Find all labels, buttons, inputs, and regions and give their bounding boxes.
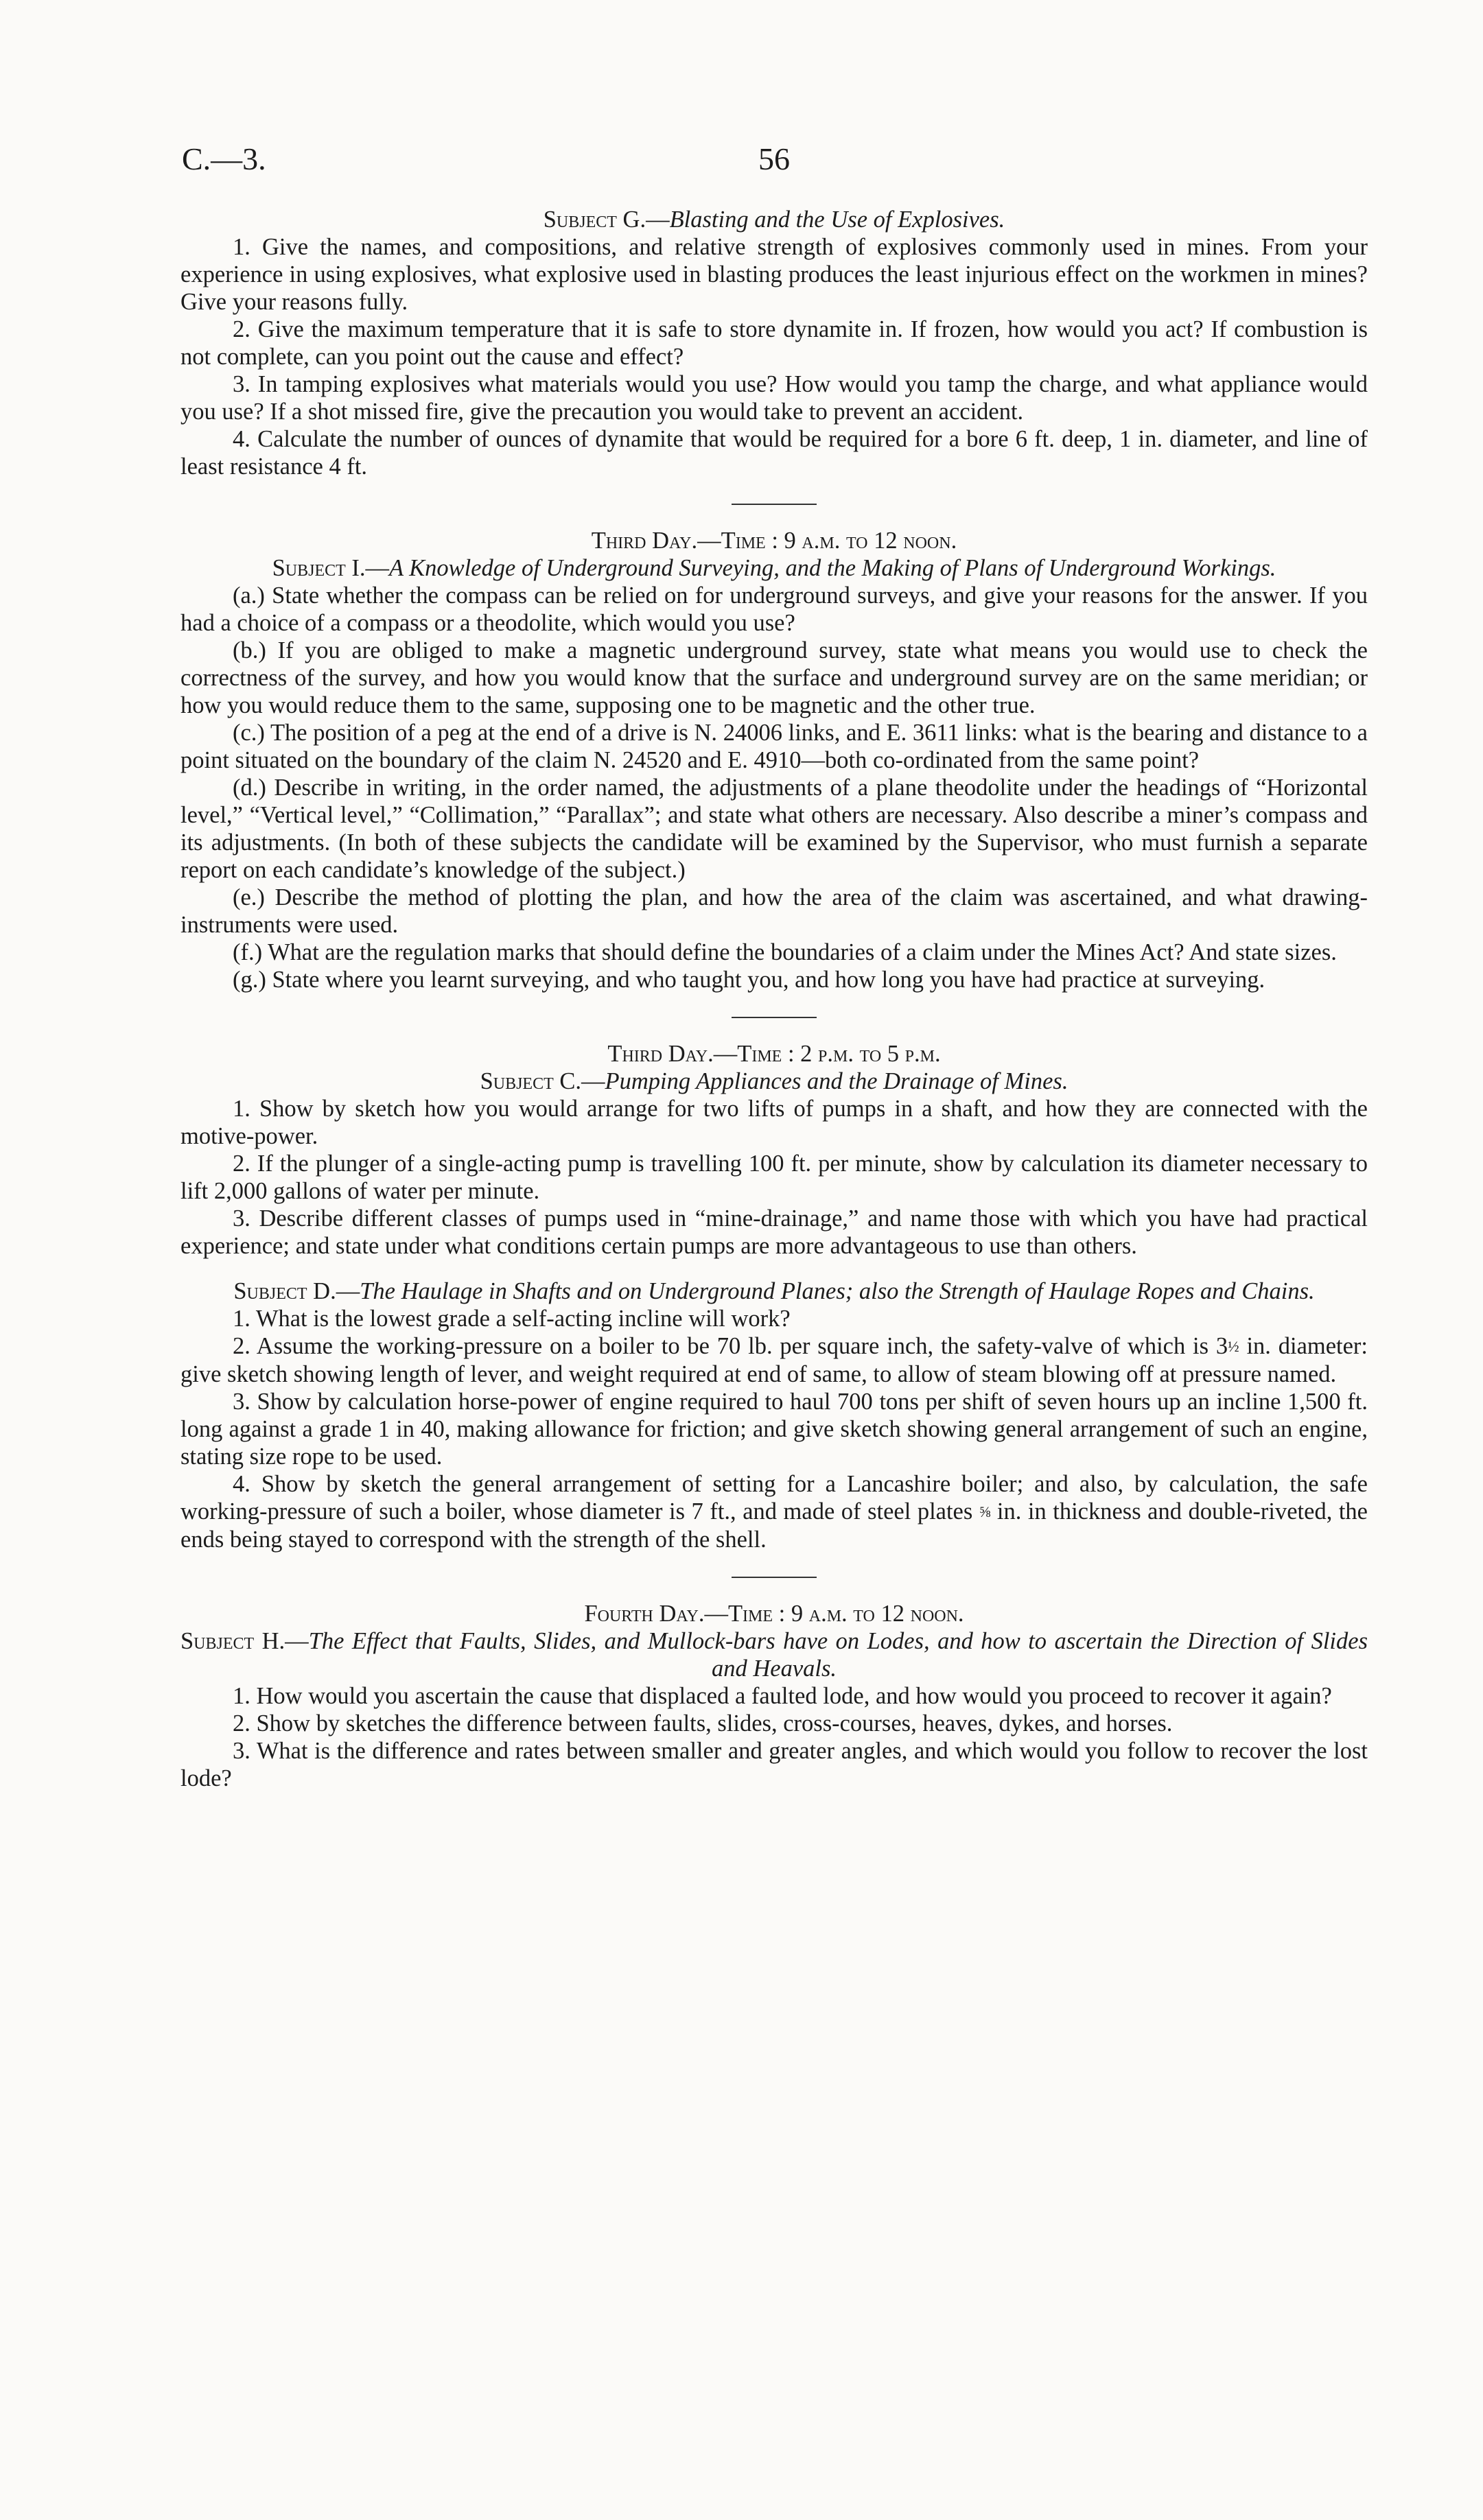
subject-i-heading: Subject I.—A Knowledge of Underground Surveying, and the Making of Plans of Underground Workings. [272, 555, 1276, 581]
question: 1. Give the names, and compositions, and relative strength of explosives commonly used in mines. From your experience in using explosives, what explosive used in blasting produces the least injurious effect on the workmen in mines? Give your reasons fully. [180, 234, 1368, 315]
question: (c.) The position of a peg at the end of a drive is N. 24006 links, and E. 3611 links: what is the bearing and distance to a point situated on the boundary of the claim N. 24520 and E. 4910—both co-ordinated from the same point? [180, 720, 1368, 773]
subject-d-heading: Subject D.—The Haulage in Shafts and on Underground Planes; also the Strength of Haulage Ropes and Chains. [233, 1278, 1315, 1304]
section-divider [732, 1017, 817, 1018]
question: 4. Show by sketch the general arrangement of setting for a Lancashire boiler; and also, by calculation, the safe working-pressure of such a boiler, whose diameter is 7 ft., and made of steel plates ⅝ in. in thickness and double-riveted, the ends being stayed to correspond with the strength of the shell. [180, 1471, 1368, 1553]
question: 3. What is the difference and rates between smaller and greater angles, and which would you follow to recover the lost lode? [180, 1738, 1368, 1791]
section-divider [732, 504, 817, 505]
page-reference: C.—3. [182, 141, 266, 176]
question: 3. Show by calculation horse-power of engine required to haul 700 tons per shift of seven hours up an incline 1,500 ft. long against a grade 1 in 40, making allowance for friction; and give sketch showing general arrangement of such an engine, stating size rope to be used. [180, 1389, 1368, 1470]
subject-h-heading: Subject H.—The Effect that Faults, Slides, and Mullock-bars have on Lodes, and how to ascertain the Direction of Slides and Heavals. [180, 1628, 1368, 1682]
question: 1. Show by sketch how you would arrange for two lifts of pumps in a shaft, and how they are connected with the motive-power. [180, 1096, 1368, 1149]
question: (f.) What are the regulation marks that should define the boundaries of a claim under the Mines Act? And state sizes. [233, 939, 1337, 965]
question: 1. What is the lowest grade a self-acting incline will work? [233, 1306, 791, 1332]
question: 3. In tamping explosives what materials would you use? How would you tamp the charge, and what appliance would you use? If a shot missed fire, give the precaution you would take to prevent an accident. [180, 371, 1368, 425]
page-number: 56 [758, 141, 790, 176]
question: 2. If the plunger of a single-acting pump is travelling 100 ft. per minute, show by calculation its diameter necessary to lift 2,000 gallons of water per minute. [180, 1151, 1368, 1204]
question: (d.) Describe in writing, in the order named, the adjustments of a plane theodolite under the headings of “Horizontal level,” “Vertical level,” “Collimation,” “Parallax”; and state what others are necessary. Also describe a miner’s compass and its adjustments. (In both of these subjects the candidate will be examined by the Supervisor, who must furnish a separate report on each candidate’s knowledge of the subject.) [180, 775, 1368, 883]
question: 2. Give the maximum temperature that it is safe to store dynamite in. If frozen, how would you act? If combustion is not complete, can you point out the cause and effect? [180, 316, 1368, 370]
question: (a.) State whether the compass can be relied on for underground surveys, and give your reasons for the answer. If you had a choice of a compass or a theodolite, which would you use? [180, 582, 1368, 636]
subject-c-heading: Subject C.—Pumping Appliances and the Drainage of Mines. [480, 1068, 1069, 1094]
question: 2. Show by sketches the difference between faults, slides, cross-courses, heaves, dykes, and horses. [233, 1710, 1173, 1736]
fourth-day-heading: Fourth Day.—Time : 9 a.m. to 12 noon. [584, 1601, 964, 1627]
question: (b.) If you are obliged to make a magnetic underground survey, state what means you would use to check the correctness of the survey, and how you would know that the surface and underground survey are on the same meridian; or how you would reduce them to the same, supposing one to be magnetic and the other true. [180, 637, 1368, 718]
third-day-am-heading: Third Day.—Time : 9 a.m. to 12 noon. [591, 528, 957, 554]
question: 4. Calculate the number of ounces of dynamite that would be required for a bore 6 ft. deep, 1 in. diameter, and line of least resistance 4 ft. [180, 426, 1368, 480]
question: (g.) State where you learnt surveying, and who taught you, and how long you have had practice at surveying. [233, 967, 1265, 993]
subject-g-heading: Subject G.—Blasting and the Use of Explosives. [543, 207, 1005, 233]
question: (e.) Describe the method of plotting the plan, and how the area of the claim was ascertained, and what drawing-instruments were used. [180, 884, 1368, 938]
question: 1. How would you ascertain the cause that displaced a faulted lode, and how would you proceed to recover it again? [233, 1683, 1332, 1709]
third-day-pm-heading: Third Day.—Time : 2 p.m. to 5 p.m. [607, 1041, 941, 1067]
page-content [180, 206, 1368, 1792]
section-divider [732, 1577, 817, 1578]
question: 3. Describe different classes of pumps used in “mine-drainage,” and name those with which you have had practical experience; and state under what conditions certain pumps are more advantageous to use than others. [180, 1205, 1368, 1259]
question: 2. Assume the working-pressure on a boiler to be 70 lb. per square inch, the safety-valve of which is 3½ in. diameter: give sketch showing length of lever, and weight required at end of same, to allow of steam blowing off at pressure named. [180, 1333, 1368, 1387]
